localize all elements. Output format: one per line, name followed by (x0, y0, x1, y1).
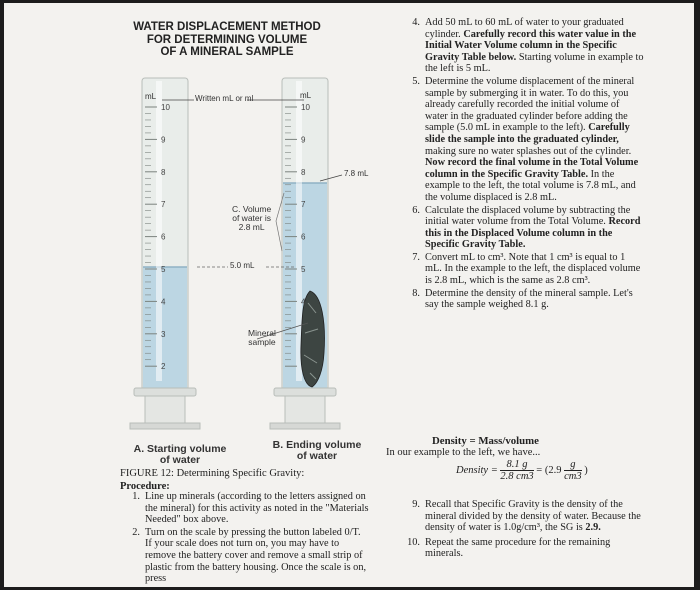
label-b (270, 440, 364, 462)
cylinder-b (270, 78, 340, 429)
step-text-bold: Now record the final volume in the Total Volume column in the Specific Gravity Table. (425, 157, 639, 180)
step-text (425, 537, 644, 560)
mineral-line: Mineral (248, 328, 276, 338)
step-item (392, 17, 644, 75)
density-heading: Density = Mass/volume (432, 435, 539, 447)
step-item (392, 252, 644, 287)
step-text-run: Add 50 mL to 60 mL of water to your graduated cylinder. (425, 17, 624, 40)
step-text-bold: 2.9. (585, 522, 601, 534)
step-text-run: Calculate the displaced volume by subtracting the initial water volume from the Total Volume. (425, 204, 631, 228)
graduation-label: 4 (161, 297, 166, 307)
cylinder-a (130, 78, 200, 429)
figure-title-line: OF A MINERAL SAMPLE (160, 46, 294, 58)
graduation-label: 8 (161, 167, 166, 177)
step-item (120, 527, 370, 585)
right-step-list-2 (392, 499, 644, 563)
formula-close: ) (584, 464, 588, 476)
graduation-label: 6 (161, 232, 166, 242)
document-page (4, 3, 694, 587)
volume-c-line: C. Volume (232, 204, 272, 214)
graduation-label: 5 (161, 265, 166, 274)
formula-unit-fraction (564, 459, 582, 482)
graduation-label: 4 (301, 297, 306, 307)
step-number: 6. (412, 204, 420, 216)
step-text (425, 205, 644, 251)
label-a-line: of water (159, 454, 201, 466)
step-number: 1. (132, 491, 140, 502)
step-text-run: Recall that Specific Gravity is the density of the mineral divided by the density of water. Because the density of water is 1.0g/cm³, the SG is (425, 499, 641, 534)
graduation-label: 10 (161, 103, 170, 112)
written-label: Written mL or ml (195, 94, 254, 103)
graduation-label: 9 (161, 135, 166, 145)
graduation-label: 9 (301, 135, 306, 145)
step-number: 7. (412, 251, 420, 263)
step-item (120, 491, 370, 526)
step-text (425, 17, 644, 75)
formula-unit-denominator: cm3 (564, 471, 582, 482)
formula-fraction (500, 459, 533, 482)
cylinder-a-water (143, 267, 187, 390)
step-text (425, 76, 644, 204)
label-b-line: B. Ending volume (272, 439, 362, 451)
caption-text: Determining Specific Gravity: (176, 468, 305, 479)
step-text-run: In the example to the left, the total volume is 7.8 mL, and the volume displaced is 2.8 mL. (425, 168, 636, 203)
formula-denominator: 2.8 cm3 (500, 471, 534, 482)
step-text (425, 252, 644, 287)
step-item (392, 499, 644, 534)
graduation-label: 3 (161, 329, 166, 339)
seven-eight-label: 7.8 mL (344, 169, 369, 178)
step-number: 10. (407, 536, 420, 548)
density-formula (456, 459, 588, 482)
step-number: 8. (412, 287, 420, 299)
caption-label: FIGURE 12: (120, 468, 174, 479)
label-a-line: A. Starting volume (133, 443, 227, 455)
graduation-label: 2 (161, 362, 166, 372)
step-text: Line up minerals (according to the letters assigned on the mineral) for this activity as noted in the "Materials Needed" box above. (145, 491, 369, 526)
step-number: 9. (412, 499, 420, 510)
graduation-label: 5 (301, 265, 306, 274)
step-item (392, 537, 644, 560)
cylinder-figure (4, 3, 384, 473)
right-step-list (392, 17, 644, 312)
formula-equals: = (2.9 (536, 464, 562, 476)
left-step-list (120, 491, 370, 586)
label-b-line: of water (296, 450, 338, 462)
step-text-run: making sure no water splashes out of the cylinder. (425, 145, 632, 157)
volume-c-line: of water is (232, 213, 271, 223)
formula-unit-numerator: g (564, 459, 582, 471)
step-number: 2. (132, 526, 140, 538)
step-text: Turn on the scale by pressing the button labeled 0/T. If your scale does not turn on, you may have to remove the battery cover and remove a small strip of plastic from the battery housing. Once the scale is on, press (145, 526, 367, 585)
step-text-bold: Carefully slide the sample into the graduated cylinder, (425, 122, 630, 145)
formula-lhs: Density = (456, 464, 498, 476)
graduation-label: 7 (161, 200, 166, 210)
step-item (392, 288, 644, 311)
cylinder-a-unit-label: mL (145, 92, 157, 101)
volume-c-label (232, 205, 271, 232)
graduation-label: 7 (301, 200, 306, 210)
volume-c-line: 2.8 mL (238, 222, 265, 232)
step-number: 4. (412, 17, 420, 28)
step-text-bold: Carefully record this water value in the Initial Water Volume column in the Specific Gravity Table below. (425, 28, 637, 63)
step-number: 5. (412, 75, 420, 87)
formula-numerator: 8.1 g (500, 459, 533, 471)
label-a (132, 444, 228, 466)
procedure-heading: Procedure: (120, 481, 170, 492)
figure-caption (120, 468, 304, 479)
step-text-bold: Record this in the Displaced Volume column in the Specific Gravity Table. (425, 216, 641, 251)
five-ml-label: 5.0 mL (230, 261, 255, 270)
step-text (425, 288, 644, 311)
step-text-run: Determine the volume displacement of the mineral sample by submerging it in water. To do this, you already carefully recorded the initial volume of water in the graduated cylinder before adding the sample (5.0 mL in example to the left). (425, 75, 635, 134)
cylinder-b-unit-label: mL (300, 91, 312, 100)
graduation-label: 10 (301, 103, 310, 112)
mineral-line: sample (248, 337, 276, 347)
step-text-run: Convert mL to cm³. Note that 1 cm³ is equal to 1 mL. In the example to the left, the displaced volume is 2.8 mL, which is the same as 2.8 cm³. (425, 251, 641, 287)
step-text (425, 499, 644, 534)
graduation-label: 6 (301, 232, 306, 242)
density-example-line: In our example to the left, we have... (386, 447, 541, 458)
step-item (392, 76, 644, 204)
step-item (392, 205, 644, 251)
figure-title-line: FOR DETERMINING VOLUME (146, 33, 308, 46)
figure-title-line: WATER DISPLACEMENT METHOD (133, 21, 321, 33)
step-text-run: Repeat the same procedure for the remaining minerals. (425, 536, 611, 560)
graduation-label: 8 (301, 167, 306, 177)
step-text-run: Determine the density of the mineral sample. Let's say the sample weighed 8.1 g. (425, 287, 633, 311)
mineral-label (248, 329, 276, 347)
step-text-run: Starting volume in example to the left is 5 mL. (425, 51, 644, 75)
